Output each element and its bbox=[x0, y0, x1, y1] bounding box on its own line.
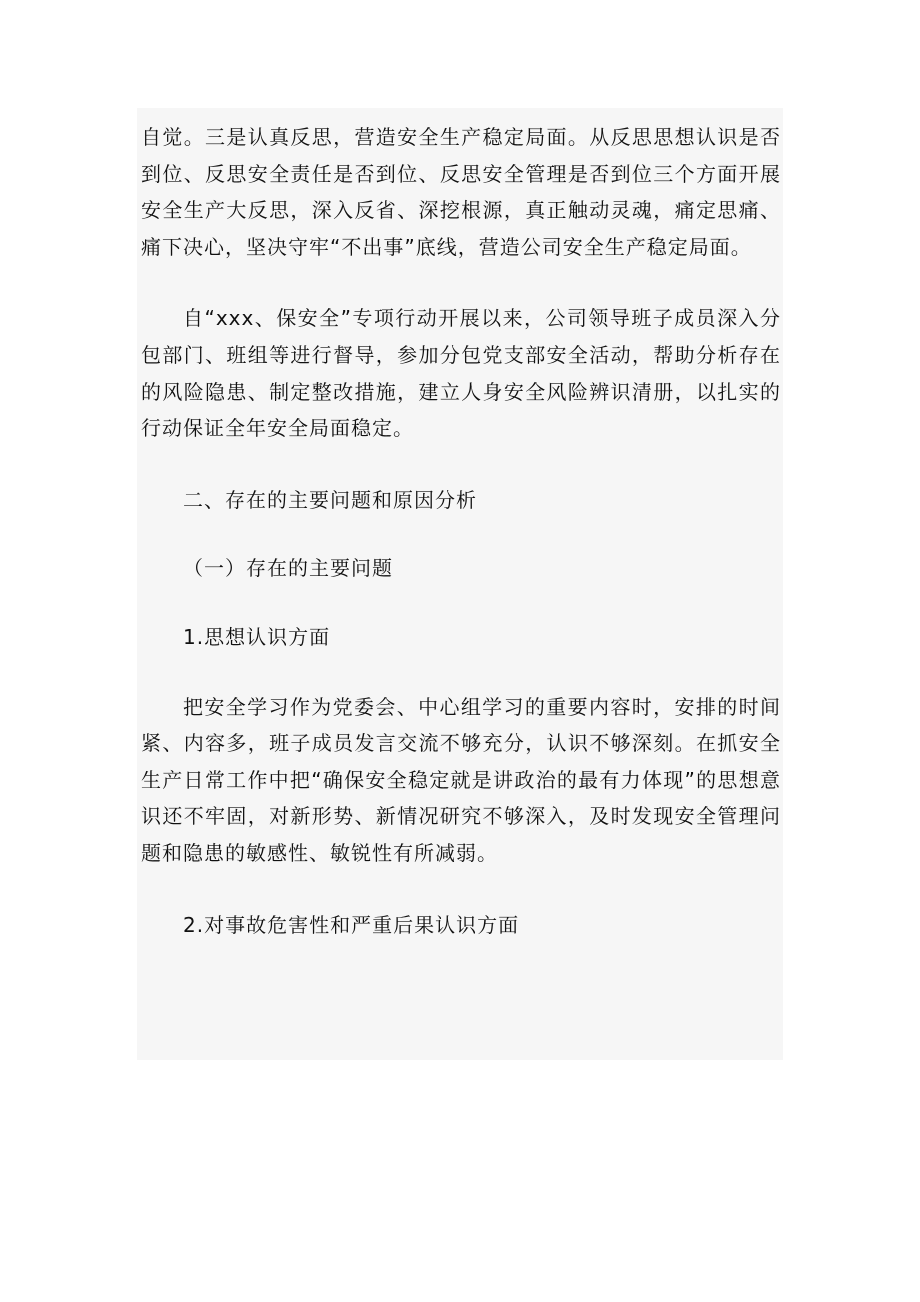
paragraph-ideological-awareness: 把安全学习作为党委会、中心组学习的重要内容时，安排的时间紧、内容多，班子成员发言交流不够充分，认识不够深刻。在抓安全生产日常工作中把“确保安全稳定就是讲政治的最有力体现”的思想意识还不牢固，对新形势、新情况研究不够深入，及时发现安全管理问题和隐患的敏感性、敏锐性有所减弱。 bbox=[141, 694, 781, 865]
paragraph-reflection: 自觉。三是认真反思，营造安全生产稳定局面。从反思思想认识是否到位、反思安全责任是否到位、反思安全管理是否到位三个方面开展安全生产大反思，深入反省、深挖根源，真正触动灵魂，痛定思痛、痛下决心，坚决守牢“不出事”底线，营造公司安全生产稳定局面。 bbox=[141, 125, 781, 259]
heading-subsection-1: （一）存在的主要问题 bbox=[183, 556, 393, 581]
heading-item-2: 2.对事故危害性和严重后果认识方面 bbox=[183, 912, 520, 937]
paragraph-special-action: 自“xxx、保安全”专项行动开展以来，公司领导班子成员深入分包部门、班组等进行督导，参加分包党支部安全活动，帮助分析存在的风险隐患、制定整改措施，建立人身安全风险辨识清册，以扎实的行动保证全年安全局面稳定。 bbox=[141, 306, 781, 441]
heading-section-2: 二、存在的主要问题和原因分析 bbox=[183, 487, 477, 512]
document-body bbox=[141, 119, 781, 943]
heading-item-1: 1.思想认识方面 bbox=[183, 624, 331, 649]
